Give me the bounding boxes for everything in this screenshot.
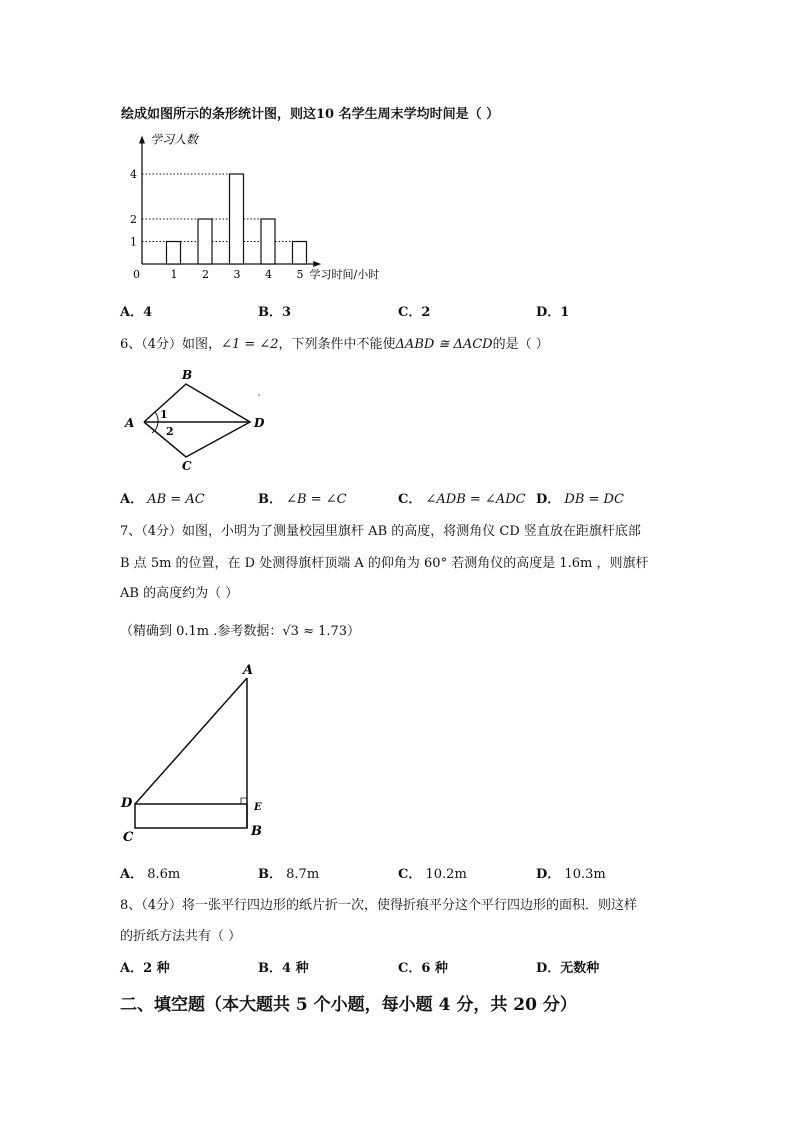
q5-option-b[interactable]: B．3 (258, 305, 292, 320)
y-tick-label: 4 (130, 168, 137, 181)
x-tick-label: 4 (265, 268, 272, 281)
q6-angle-1: 1 (160, 408, 168, 421)
q6-label-d: D (254, 416, 265, 430)
x-axis-arrow (313, 261, 321, 267)
y-tick-label: 1 (130, 235, 137, 249)
q8-line-2: 的折纸方法共有（ ） (120, 929, 242, 944)
x-tick-label: 1 (170, 268, 178, 281)
x-tick-label: 2 (202, 268, 209, 281)
section-2-title: 二、填空题（本大题共 5 个小题，每小题 4 分，共 20 分） (120, 995, 577, 1015)
q7-label-d: D (121, 796, 133, 811)
y-axis-title: 学习人数 (150, 132, 199, 147)
q8-option-b[interactable]: B．4 种 (258, 961, 309, 976)
q6-option-a[interactable]: A． AB = AC (120, 492, 205, 507)
q7-line-3: AB 的高度约为（ ） (120, 586, 239, 601)
q7-option-d[interactable]: D． 10.3m (536, 867, 606, 882)
x-tick-label: 5 (296, 268, 304, 281)
q6-label-c: C (182, 459, 192, 473)
q8-option-c[interactable]: C．6 种 (398, 961, 448, 976)
x-tick-label: 3 (233, 268, 241, 281)
q6-figure (118, 365, 278, 475)
q6-label-a: A (125, 416, 135, 430)
q6-option-d[interactable]: D． DB = DC (536, 492, 624, 507)
q8-line-1: 8、（4分）将一张平行四边形的纸片折一次，使得折痕平分这个平行四边形的面积．则这样 (120, 898, 638, 913)
y-tick-label: 2 (130, 213, 137, 226)
q7-label-b: B (251, 824, 262, 839)
bar (261, 219, 275, 264)
q7-label-c: C (123, 830, 134, 845)
q6-stem: 6、（4分）如图，∠1 = ∠2，下列条件中不能使ΔABD ≅ ΔACD的是（ ） (120, 337, 549, 352)
q7-option-c[interactable]: C． 10.2m (398, 867, 467, 882)
q7-note: （精确到 0.1m .参考数据：√3 ≈ 1.73） (120, 624, 361, 639)
q6-option-b[interactable]: B． ∠B = ∠C (258, 492, 347, 507)
q5-stem: 绘成如图所示的条形统计图，则这10 名学生周末学均时间是（ ） (121, 107, 500, 122)
q6-option-c[interactable]: C． ∠ADB = ∠ADC (398, 492, 526, 507)
q7-line-1: 7、（4分）如图，小明为了测量校园里旗杆 AB 的高度，将测角仪 CD 竖直放在距旗杆底部 (120, 524, 641, 539)
q7-option-a[interactable]: A． 8.6m (120, 867, 181, 882)
q7-label-a: A (243, 663, 254, 678)
origin-label: 0 (133, 268, 140, 281)
q5-option-c[interactable]: C．2 (398, 305, 431, 320)
q5-bar-chart (120, 132, 420, 287)
y-axis-arrow (139, 136, 145, 144)
bar (230, 174, 244, 264)
q8-option-a[interactable]: A．2 种 (120, 961, 170, 976)
q7-line-2: B 点 5m 的位置，在 D 处测得旗杆顶端 A 的仰角为 60° 若测角仪的高度是 1.6m ，则旗杆 (120, 556, 649, 571)
bar (293, 242, 307, 265)
q5-option-a[interactable]: A．4 (120, 305, 153, 320)
q8-option-d[interactable]: D．无数种 (536, 961, 600, 976)
q7-option-b[interactable]: B． 8.7m (258, 867, 320, 882)
bar (167, 242, 181, 265)
x-axis-title: 学习时间/小时 (309, 268, 380, 281)
q7-figure (115, 658, 275, 848)
q6-label-b: B (182, 368, 193, 382)
bar (198, 219, 212, 264)
q6-angle-2: 2 (166, 425, 174, 438)
q7-label-e: E (254, 802, 262, 813)
q5-option-d[interactable]: D．1 (536, 305, 570, 320)
